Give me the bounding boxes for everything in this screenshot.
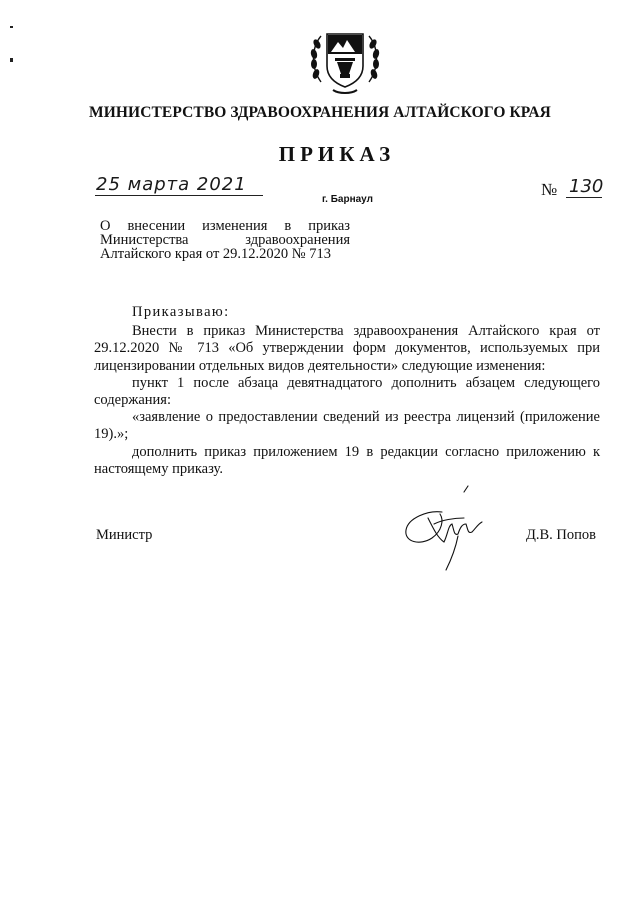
number-label: №: [541, 180, 558, 199]
coat-of-arms-icon: [307, 22, 383, 98]
body-paragraph: дополнить приказ приложением 19 в редакции согласно приложению к настоящему приказу.: [94, 443, 600, 477]
handwritten-number: 130: [569, 176, 604, 197]
body-paragraph: «заявление о предоставлении сведений из реестра лицензий (приложение 19).»;: [94, 409, 600, 443]
subject-line: О внесении изменения в приказ: [100, 218, 350, 234]
order-body: [94, 304, 600, 478]
order-subject: [100, 219, 350, 261]
signature-icon: [398, 484, 488, 574]
body-paragraph: пункт 1 после абзаца девятнадцатого дополнить абзацем следующего содержания:: [94, 374, 600, 409]
ministry-name: МИНИСТЕРСТВО ЗДРАВООХРАНЕНИЯ АЛТАЙСКОГО КРАЯ: [89, 104, 551, 121]
subject-line: Министерства здравоохранения: [100, 232, 350, 248]
subject-line: Алтайского края от 29.12.2020 № 713: [100, 246, 332, 262]
scan-mark: [10, 58, 13, 62]
signer-name: Д.В. Попов: [526, 527, 597, 543]
signer-position: Министр: [96, 527, 153, 543]
number-underline: [566, 197, 602, 198]
scan-mark: [10, 26, 13, 28]
order-word: Приказываю:: [132, 304, 230, 320]
document-title: ПРИКАЗ: [278, 142, 396, 166]
handwritten-date: 25 марта 2021: [96, 174, 247, 195]
body-paragraph: Внести в приказ Министерства здравоохранения Алтайского края от 29.12.2020 № 713 «Об утверждении форм документов, используемых при лицензировании отдельных видов деятельности» следующие изменения:: [94, 323, 600, 374]
date-underline: [95, 195, 263, 196]
city: г. Барнаул: [322, 194, 373, 205]
